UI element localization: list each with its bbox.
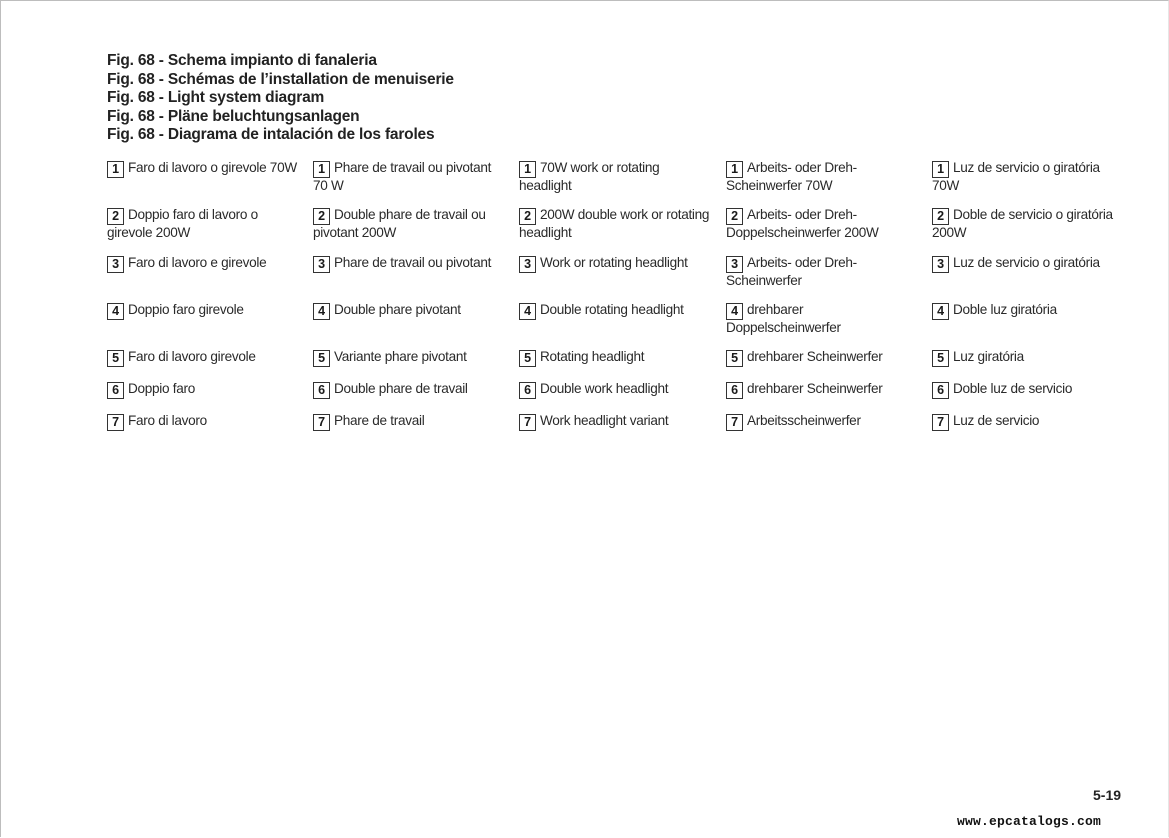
item-number-box: 1 (313, 161, 330, 178)
item-label: 200W double work or rotating headlight (519, 207, 710, 240)
item-label: Arbeits- oder Dreh-Scheinwerfer 70W (726, 160, 857, 193)
item-label: Work headlight variant (540, 413, 669, 428)
item-number-box: 2 (107, 208, 124, 225)
legend-item (932, 160, 1127, 194)
item-label: Doppio faro girevole (128, 302, 244, 317)
item-number-box: 6 (726, 382, 743, 399)
figure-title-en: Fig. 68 - Light system diagram (107, 89, 325, 107)
legend-item (313, 255, 508, 273)
legend-item (519, 302, 714, 320)
item-number-box: 3 (726, 256, 743, 273)
legend-item (313, 207, 508, 241)
item-label: Phare de travail ou pivotant (334, 255, 492, 270)
legend-item (313, 413, 508, 431)
item-number-box: 5 (519, 350, 536, 367)
item-label: drehbarer Scheinwerfer (747, 349, 883, 364)
item-label: 70W work or rotating headlight (519, 160, 660, 193)
legend-item (726, 381, 921, 399)
item-label: Luz giratória (953, 349, 1024, 364)
item-label: Variante phare pivotant (334, 349, 467, 364)
figure-title-de: Fig. 68 - Pläne beluchtungsanlagen (107, 107, 360, 125)
legend-item (519, 381, 714, 399)
legend-item (107, 413, 302, 431)
legend-item (932, 207, 1127, 241)
item-number-box: 5 (313, 350, 330, 367)
item-label: Luz de servicio o giratória (953, 255, 1100, 270)
legend-item (726, 160, 921, 194)
legend-item (932, 381, 1127, 399)
item-number-box: 1 (726, 161, 743, 178)
legend-item (313, 160, 508, 194)
legend-item (313, 302, 508, 320)
item-label: Doble luz de servicio (953, 381, 1073, 396)
legend-item (932, 255, 1127, 273)
item-label: Work or rotating headlight (540, 255, 688, 270)
item-number-box: 4 (107, 303, 124, 320)
legend-item (726, 349, 921, 367)
page-number: 5-19 (1093, 787, 1122, 803)
item-label: Faro di lavoro (128, 413, 207, 428)
item-label: Rotating headlight (540, 349, 645, 364)
watermark: www.epcatalogs.com (957, 814, 1102, 829)
item-number-box: 3 (313, 256, 330, 273)
item-number-box: 7 (519, 414, 536, 431)
item-label: Doble de servicio o giratória 200W (932, 207, 1113, 240)
item-number-box: 6 (313, 382, 330, 399)
legend-item (313, 349, 508, 367)
legend-item (519, 207, 714, 241)
legend-item (107, 349, 302, 367)
item-label: Double phare de travail ou pivotant 200W (313, 207, 486, 240)
legend-item (519, 413, 714, 431)
legend-item (519, 349, 714, 367)
figure-titles (107, 52, 454, 145)
item-number-box: 2 (519, 208, 536, 225)
legend-item (107, 160, 302, 178)
figure-title-es: Fig. 68 - Diagrama de intalación de los faroles (107, 126, 435, 144)
item-number-box: 5 (932, 350, 949, 367)
item-label: Arbeits- oder Dreh-Scheinwerfer (726, 255, 857, 288)
figure-title-fr: Fig. 68 - Schémas de l’installation de menuiserie (107, 70, 454, 88)
item-number-box: 3 (932, 256, 949, 273)
item-number-box: 6 (932, 382, 949, 399)
legend-item (107, 381, 302, 399)
item-number-box: 4 (519, 303, 536, 320)
legend-item (932, 349, 1127, 367)
item-number-box: 7 (107, 414, 124, 431)
item-number-box: 1 (519, 161, 536, 178)
figure-title-it: Fig. 68 - Schema impianto di fanaleria (107, 52, 377, 69)
item-number-box: 3 (107, 256, 124, 273)
item-label: Faro di lavoro girevole (128, 349, 256, 364)
item-label: Double phare pivotant (334, 302, 461, 317)
item-label: drehbarer Doppelscheinwerfer (726, 302, 841, 335)
item-number-box: 6 (107, 382, 124, 399)
legend-item (107, 207, 302, 241)
item-label: Doppio faro (128, 381, 195, 396)
item-number-box: 6 (519, 382, 536, 399)
legend-item (313, 381, 508, 399)
legend-item (932, 413, 1127, 431)
legend-item (726, 207, 921, 241)
item-label: Arbeits- oder Dreh-Doppelscheinwerfer 200W (726, 207, 879, 240)
item-number-box: 4 (313, 303, 330, 320)
item-number-box: 5 (726, 350, 743, 367)
item-label: Double phare de travail (334, 381, 468, 396)
item-number-box: 2 (932, 208, 949, 225)
legend-item (726, 255, 921, 289)
item-label: Doppio faro di lavoro o girevole 200W (107, 207, 258, 240)
item-label: Double rotating headlight (540, 302, 684, 317)
item-label: Luz de servicio o giratória 70W (932, 160, 1100, 193)
item-label: Faro di lavoro e girevole (128, 255, 267, 270)
legend-item (107, 302, 302, 320)
item-number-box: 4 (932, 303, 949, 320)
legend-item (726, 302, 921, 336)
item-label: Doble luz giratória (953, 302, 1057, 317)
item-number-box: 7 (932, 414, 949, 431)
legend-item (726, 413, 921, 431)
item-number-box: 5 (107, 350, 124, 367)
legend-item (107, 255, 302, 273)
item-label: Phare de travail ou pivotant 70 W (313, 160, 492, 193)
item-label: drehbarer Scheinwerfer (747, 381, 883, 396)
item-number-box: 4 (726, 303, 743, 320)
item-label: Arbeitsscheinwerfer (747, 413, 861, 428)
item-label: Phare de travail (334, 413, 425, 428)
item-number-box: 7 (726, 414, 743, 431)
item-number-box: 1 (932, 161, 949, 178)
legend-item (932, 302, 1127, 320)
item-number-box: 3 (519, 256, 536, 273)
item-label: Double work headlight (540, 381, 669, 396)
item-number-box: 7 (313, 414, 330, 431)
item-number-box: 2 (313, 208, 330, 225)
item-label: Faro di lavoro o girevole 70W (128, 160, 297, 175)
item-number-box: 2 (726, 208, 743, 225)
item-label: Luz de servicio (953, 413, 1040, 428)
legend-item (519, 255, 714, 273)
item-number-box: 1 (107, 161, 124, 178)
legend-item (519, 160, 714, 194)
